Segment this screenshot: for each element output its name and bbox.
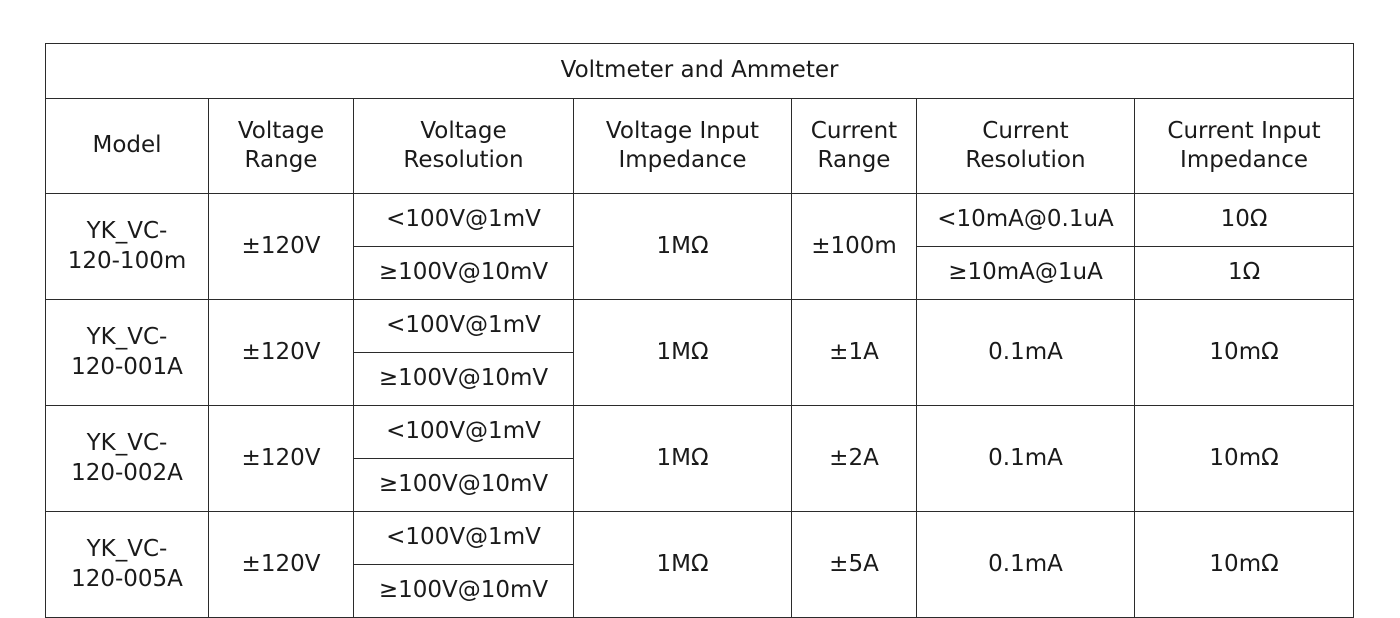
cell-model-line1: YK_VC- bbox=[86, 536, 168, 563]
cell-current-range: ±5A bbox=[792, 512, 917, 618]
cell-current-resolution: 0.1mA bbox=[917, 406, 1135, 512]
cell-model-line1: YK_VC- bbox=[86, 430, 168, 457]
cell-model-line2: 120-001A bbox=[71, 353, 183, 380]
cell-voltage-input-impedance: 1MΩ bbox=[574, 406, 792, 512]
cell-voltage-input-impedance: 1MΩ bbox=[574, 194, 792, 300]
table-row bbox=[46, 300, 1354, 353]
column-header-current-input-impedance-line1: Current Input bbox=[1167, 117, 1321, 144]
table-row bbox=[46, 406, 1354, 459]
table-row bbox=[46, 194, 1354, 247]
column-header-voltage-input-impedance-line2: Impedance bbox=[618, 147, 747, 173]
cell-current-input-impedance: 10mΩ bbox=[1135, 300, 1354, 406]
column-header-voltage-range bbox=[209, 99, 354, 194]
cell-model-line2: 120-100m bbox=[67, 247, 187, 274]
cell-current-resolution-low: <10mA@0.1uA bbox=[917, 194, 1135, 247]
cell-voltage-range: ±120V bbox=[209, 194, 354, 300]
cell-model-line1: YK_VC- bbox=[86, 218, 168, 245]
cell-model bbox=[46, 194, 209, 300]
column-header-current-resolution-line2: Resolution bbox=[965, 147, 1086, 173]
cell-voltage-range: ±120V bbox=[209, 406, 354, 512]
cell-model bbox=[46, 406, 209, 512]
cell-voltage-resolution-low: <100V@1mV bbox=[354, 512, 574, 565]
column-header-voltage-input-impedance bbox=[574, 99, 792, 194]
column-header-voltage-resolution-line1: Voltage bbox=[420, 117, 507, 144]
cell-voltage-range: ±120V bbox=[209, 300, 354, 406]
cell-current-input-impedance: 10mΩ bbox=[1135, 512, 1354, 618]
cell-model-line2: 120-005A bbox=[71, 565, 183, 592]
cell-model-line2: 120-002A bbox=[71, 459, 183, 486]
column-header-voltage-resolution-line2: Resolution bbox=[403, 147, 524, 173]
cell-current-range: ±2A bbox=[792, 406, 917, 512]
cell-current-input-impedance-high: 1Ω bbox=[1135, 247, 1354, 300]
cell-voltage-range: ±120V bbox=[209, 512, 354, 618]
cell-model bbox=[46, 300, 209, 406]
cell-model-line1: YK_VC- bbox=[86, 324, 168, 351]
cell-voltage-resolution-low: <100V@1mV bbox=[354, 194, 574, 247]
column-header-model-line1: Model bbox=[92, 132, 162, 159]
column-header-current-range-line2: Range bbox=[817, 147, 891, 173]
cell-voltage-resolution-high: ≥100V@10mV bbox=[354, 353, 574, 406]
cell-voltage-resolution-high: ≥100V@10mV bbox=[354, 247, 574, 300]
column-header-current-resolution-line1: Current bbox=[982, 117, 1069, 144]
column-header-voltage-input-impedance-line1: Voltage Input bbox=[605, 117, 760, 144]
cell-current-resolution: 0.1mA bbox=[917, 512, 1135, 618]
table-header-row bbox=[46, 99, 1354, 194]
cell-voltage-resolution-high: ≥100V@10mV bbox=[354, 459, 574, 512]
cell-current-resolution: 0.1mA bbox=[917, 300, 1135, 406]
column-header-voltage-resolution bbox=[354, 99, 574, 194]
cell-current-resolution-high: ≥10mA@1uA bbox=[917, 247, 1135, 300]
cell-current-range: ±100m bbox=[792, 194, 917, 300]
cell-voltage-resolution-low: <100V@1mV bbox=[354, 406, 574, 459]
table-title-row bbox=[46, 44, 1354, 99]
cell-voltage-resolution-low: <100V@1mV bbox=[354, 300, 574, 353]
table-row bbox=[46, 512, 1354, 565]
column-header-voltage-range-line2: Range bbox=[244, 147, 318, 173]
cell-current-input-impedance: 10mΩ bbox=[1135, 406, 1354, 512]
cell-model bbox=[46, 512, 209, 618]
cell-current-range: ±1A bbox=[792, 300, 917, 406]
column-header-current-range-line1: Current bbox=[810, 117, 898, 144]
column-header-voltage-range-line1: Voltage bbox=[237, 117, 325, 144]
cell-voltage-input-impedance: 1MΩ bbox=[574, 512, 792, 618]
cell-voltage-resolution-high: ≥100V@10mV bbox=[354, 565, 574, 618]
column-header-current-input-impedance bbox=[1135, 99, 1354, 194]
column-header-model bbox=[46, 99, 209, 194]
column-header-current-range bbox=[792, 99, 917, 194]
column-header-current-resolution bbox=[917, 99, 1135, 194]
table-title: Voltmeter and Ammeter bbox=[46, 44, 1354, 99]
voltmeter-ammeter-spec-table bbox=[45, 43, 1354, 618]
cell-current-input-impedance-low: 10Ω bbox=[1135, 194, 1354, 247]
column-header-current-input-impedance-line2: Impedance bbox=[1180, 147, 1309, 173]
cell-voltage-input-impedance: 1MΩ bbox=[574, 300, 792, 406]
